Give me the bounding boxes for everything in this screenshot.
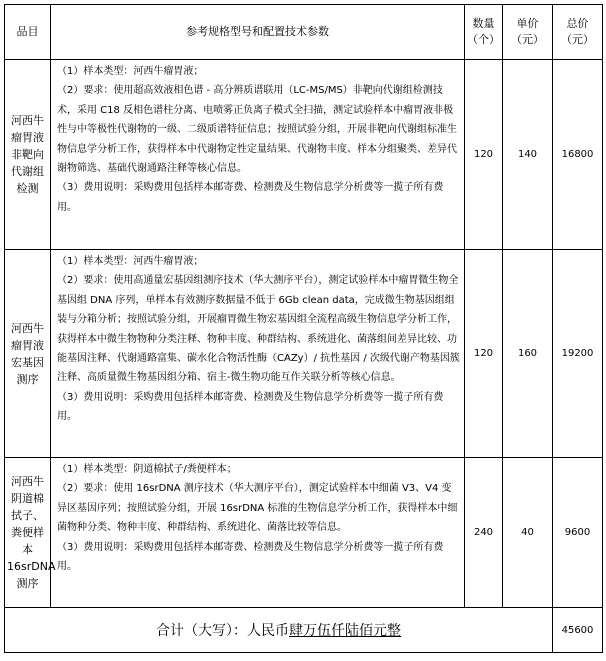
- total-row: [5, 608, 603, 653]
- table-row: [5, 250, 603, 458]
- item-total: 19200: [553, 250, 603, 458]
- item-name: 河西牛瘤胃液非靶向代谢组检测: [5, 60, 51, 250]
- total-in-words: [5, 608, 553, 653]
- spec-line: （1）样本类型：阴道棉拭子/粪便样本；: [57, 464, 237, 475]
- item-spec: [51, 458, 465, 608]
- item-qty: 240: [465, 458, 503, 608]
- table-row: [5, 458, 603, 608]
- item-unit-price: 160: [503, 250, 553, 458]
- procurement-table: [4, 4, 603, 653]
- item-total: 9600: [553, 458, 603, 608]
- item-qty: 120: [465, 250, 503, 458]
- item-unit-price: 40: [503, 458, 553, 608]
- header-unit-price: 单价（元）: [503, 5, 553, 60]
- spec-line: （3）费用说明：采购费用包括样本邮寄费、检测费及生物信息学分析费等一揽子所有费用。: [57, 541, 444, 573]
- total-label: 合计（大写）：人民币: [156, 623, 289, 639]
- header-spec: 参考规格型号和配置技术参数: [51, 5, 465, 60]
- spec-line: （2）要求：使用超高效液相色谱 - 高分辨质谱联用（LC-MS/MS）非靶向代谢组检测技术，采用 C18 反相色谱柱分离、电喷雾正负离子模式全扫描，测定试验样本中瘤胃液非极性与中等极性代谢物的一级、二级质谱特征信息；按照试验分组，开展非靶向代谢组标准生物信息学分析工作，获得样本中代谢物定性定量结果、代谢物丰度、样本分组聚类、差异代谢物筛选、基础代谢通路注释等核心信息。: [57, 85, 457, 175]
- grand-total: 45600: [553, 608, 603, 653]
- spec-line: （1）样本类型：河西牛瘤胃液；: [57, 256, 204, 267]
- item-name: 河西牛阴道棉拭子、粪便样本16srDNA测序: [5, 458, 51, 608]
- total-amount-words: 肆万伍仟陆佰元整: [289, 623, 401, 639]
- item-qty: 120: [465, 60, 503, 250]
- spec-line: （1）样本类型：河西牛瘤胃液；: [57, 66, 204, 77]
- item-name: 河西牛瘤胃液宏基因测序: [5, 250, 51, 458]
- spec-line: （2）要求：使用 16srDNA 测序技术（华大测序平台），测定试验样本中细菌 V3、V4 变异区基因序列；按照试验分组，开展 16srDNA 标准的生物信息学分析工作，获得样本中细菌物种分类、物种丰度、种群结构、系统进化、菌落比较等信息。: [57, 483, 458, 534]
- item-unit-price: 140: [503, 60, 553, 250]
- header-item: 品目: [5, 5, 51, 60]
- spec-line: （3）费用说明：采购费用包括样本邮寄费、检测费及生物信息学分析费等一揽子所有费用。: [57, 391, 444, 423]
- item-spec: [51, 250, 465, 458]
- header-total-price: 总价（元）: [553, 5, 603, 60]
- header-row: [5, 5, 603, 60]
- spec-line: （3）费用说明：采购费用包括样本邮寄费、检测费及生物信息学分析费等一揽子所有费用。: [57, 182, 444, 213]
- header-qty: 数量（个）: [465, 5, 503, 60]
- spec-line: （2）要求：使用高通量宏基因组测序技术（华大测序平台），测定试验样本中瘤胃微生物全基因组 DNA 序列，单样本有效测序数据量不低于 6Gb clean data，完成微生物基因组组装与分箱分析；按照试验分组，开展瘤胃微生物宏基因组全流程高级生物信息学分析工作，获得样本中微生物物种分类注释、物种丰度、种群结构、系统进化、菌落组间差异比较、功能基因注释、代谢通路富集、碳水化合物活性酶（CAZy）/ 抗性基因 / 次级代谢产物基因簇注释、高质量微生物基因组分箱、宿主-微生物功能互作关联分析等核心信息。: [57, 275, 460, 384]
- item-total: 16800: [553, 60, 603, 250]
- item-spec: [51, 60, 465, 250]
- table-row: [5, 60, 603, 250]
